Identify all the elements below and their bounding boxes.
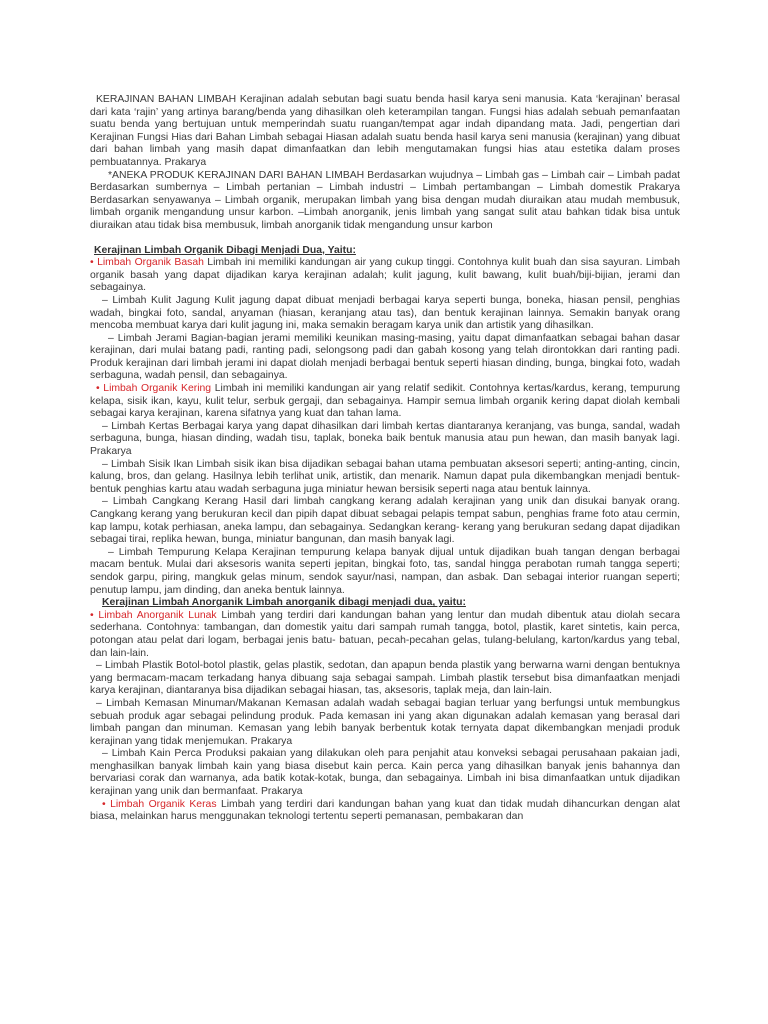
organik-keras-paragraph	[90, 799, 680, 824]
kertas-paragraph: – Limbah Kertas Berbagai karya yang dapat dihasilkan dari limbah kertas diantaranya keranjang, vas bunga, sandal, wadah serbaguna, bunga, hiasan dinding, wadah tisu, taplak, boneka baik bentuk manusia atau pun hewan, dan masih banyak lagi. Prakarya	[90, 420, 680, 458]
anorganik-lunak-label: • Limbah Anorganik Lunak	[90, 609, 217, 621]
sisik-ikan-paragraph: – Limbah Sisik Ikan Limbah sisik ikan bisa dijadikan sebagai bahan utama pembuatan aksesori seperti; anting-anting, cincin, kalung, bros, dan gelang. Hasilnya lebih terlihat unik, artistik, dan menarik. Namun dapat pula dikembangkan menjadi bentuk- bentuk penghias kartu atau wadah serbaguna juga miniatur hewan bersisik seperti naga atau bentuk lainnya.	[90, 458, 680, 495]
organik-kering-paragraph	[90, 383, 680, 421]
organik-keras-text: Limbah yang terdiri dari kandungan bahan yang kuat dan tidak mudah dihancurkan dengan alat biasa, melainkan harus menggunakan teknologi tertentu seperti pemanasan, pembakaran dan	[90, 798, 681, 823]
organik-kering-text: Limbah ini memiliki kandungan air yang relatif sedikit. Contohnya kertas/kardus, kerang, tempurung kelapa, sisik ikan, kayu, kulit telur, serbuk gergaji, dan sebagainya. Hampir semua limbah organik kering dapat diolah kembali sebagai karya kerajinan, karena sifatnya yang kuat dan tahan lama.	[90, 383, 680, 420]
produk-paragraph: *ANEKA PRODUK KERAJINAN DARI BAHAN LIMBAH Berdasarkan wujudnya – Limbah gas – Limbah cair – Limbah padat Berdasarkan sumbernya – Limbah pertanian – Limbah industri – Limbah pertambangan – Limbah domestik Prakarya Berdasarkan senyawanya – Limbah organik, merupakan limbah yang bisa dengan mudah diuraikan atau mudah membusuk, limbah organik mengandung unsur karbon. –Limbah anorganik, jenis limbah yang sangat sulit atau bahkan tidak bisa untuk diuraikan atau tidak bisa membusuk, limbah anorganik tidak mengandung unsur karbon	[90, 169, 680, 231]
heading-organik: Kerajinan Limbah Organik Dibagi Menjadi Dua, Yaitu:	[94, 244, 356, 256]
organik-basah-label: • Limbah Organik Basah	[90, 257, 204, 269]
heading-anorganik: Kerajinan Limbah Anorganik Limbah anorganik dibagi menjadi dua, yaitu:	[102, 597, 466, 609]
intro-paragraph: KERAJINAN BAHAN LIMBAH Kerajinan adalah sebutan bagi suatu benda hasil karya seni manusia. Kata ‘kerajinan’ berasal dari kata ‘rajin’ yang artinya barang/benda yang dihasilkan oleh keterampilan tangan. Fungsi hias adalah sebuah pemanfaatan suatu benda yang bertujuan untuk memperindah suatu ruangan/tempat agar indah dipandang mata. Jadi, pengertian dari Kerajinan Fungsi Hias dari Bahan Limbah sebagai Hiasan adalah suatu benda hasil karya seni manusia (kerajinan) yang dibuat dari bahan limbah yang masih dapat dimanfaatkan dan lebih mengutamakan fungsi hias atau estetika dalam proses pembuatannya. Prakarya	[90, 94, 680, 168]
organik-kering-label: • Limbah Organik Kering	[96, 383, 212, 395]
kemasan-paragraph: – Limbah Kemasan Minuman/Makanan Kemasan adalah wadah sebagai bagian terluar yang berfungsi untuk membungkus sebuah produk agar sebagai pelindung produk. Pada kemasan ini yang akan digunakan adalah kemasan yang berasal dari limbah pangan dan minuman. Kemasan yang lebih banyak berbentuk kotak ternyata dapat dikembangkan menjadi produk kerajinan yang tidak menjemukan. Prakarya	[90, 697, 680, 747]
cangkang-kerang-paragraph: – Limbah Cangkang Kerang Hasil dari limbah cangkang kerang adalah kerajinan yang unik dan disukai banyak orang. Cangkang kerang yang berukuran kecil dan pipih dapat dibuat sebagai pelapis tempat sabun, penghias frame foto atau cermin, kap lampu, kotak perhiasan, aneka lampu, dan sebagainya. Sedangkan kerang- kerang yang berukuran sedang dapat dijadikan sebagai tirai, replika hewan, bunga, miniatur bangunan, dan masih banyak lagi.	[90, 496, 680, 546]
tempurung-kelapa-paragraph: – Limbah Tempurung Kelapa Kerajinan tempurung kelapa banyak dijual untuk dijadikan buah tangan dengan berbagai macam bentuk. Mulai dari aksesoris wanita seperti jepitan, bingkai foto, tas, sandal hingga perabotan rumah tangga seperti; sendok garpu, piring, mangkuk gelas minum, sendok sayur/nasi, nampan, dan asbak. Dan sebagai interior ruangan seperti; penutup lampu, jam dinding, dan aneka bentuk lainnya.	[90, 546, 680, 596]
organik-basah-paragraph	[90, 257, 680, 295]
anorganik-lunak-text: Limbah yang terdiri dari kandungan bahan yang lentur dan mudah dibentuk atau diolah secara sederhana. Contohnya: tambangan, dan domestik yaitu dari sampah rumah tangga, botol, plastik, karet sintetis, kain perca, potongan atau pelat dari logam, berbagai jenis batu- batuan, pecah-pecahan gelas, tulang-belulang, karton/kardus yang tebal, dan lain-lain.	[90, 609, 680, 659]
organik-keras-label: • Limbah Organik Keras	[102, 798, 217, 810]
plastik-paragraph: – Limbah Plastik Botol-botol plastik, gelas plastik, sedotan, dan apapun benda plastik yang berwarna warni dengan bentuknya yang bermacam-macam terkadang hanya dibuang saja sebagai sampah. Limbah plastik tersebut bisa dimanfaatkan menjadi karya kerajinan, diantaranya bisa dijadikan sebagai hiasan, tas, aksesoris, taplak meja, dan lain-lain.	[90, 660, 680, 697]
jerami-paragraph: – Limbah Jerami Bagian-bagian jerami memiliki keunikan masing-masing, yaitu dapat dimanfaatkan sebagai bahan dasar kerajinan, dari mulai batang padi, ranting padi, selongsong padi dan gabah kosong yang telah dirontokkan dari ranting padi. Produk kerajinan dari limbah jerami ini dapat diolah menjadi berbagai bentuk seperti hiasan dinding, bunga, bingkai foto, wadah serbaguna, wadah pensil, dan sebagainya.	[90, 332, 680, 382]
spacer	[90, 233, 680, 245]
organik-basah-text: Limbah ini memiliki kandungan air yang cukup tinggi. Contohnya kulit buah dan sisa sayuran. Limbah organik basah yang dapat dijadikan karya kerajinan adalah; kulit jagung, kulit bawang, kulit buah/biji-bijian, jerami dan sebagainya.	[90, 257, 680, 294]
kain-perca-paragraph: – Limbah Kain Perca Produksi pakaian yang dilakukan oleh para penjahit atau konveksi sebagai perusahaan pakaian jadi, menghasilkan banyak limbah kain yang biasa disebut kain perca. Kain perca yang dihasilkan banyak jenis bahannya dan bervariasi corak dan warnanya, ada batik kotak-kotak, bunga, dan sebagainya. Limbah ini bisa dimanfaatkan untuk dijadikan kerajinan yang unik dan bermanfaat. Prakarya	[90, 748, 680, 798]
kulit-jagung-paragraph: – Limbah Kulit Jagung Kulit jagung dapat dibuat menjadi berbagai karya seperti bunga, boneka, hiasan pensil, penghias wadah, bingkai foto, sandal, anyaman (hiasan, keranjang atau tas), dan bentuk kerajinan lainnya. Semakin banyak orang mencoba membuat karya dari kulit jagung ini, maka semakin beragam karya unik dan artistik yang dihasilkan.	[90, 294, 680, 332]
anorganik-lunak-paragraph	[90, 610, 680, 660]
